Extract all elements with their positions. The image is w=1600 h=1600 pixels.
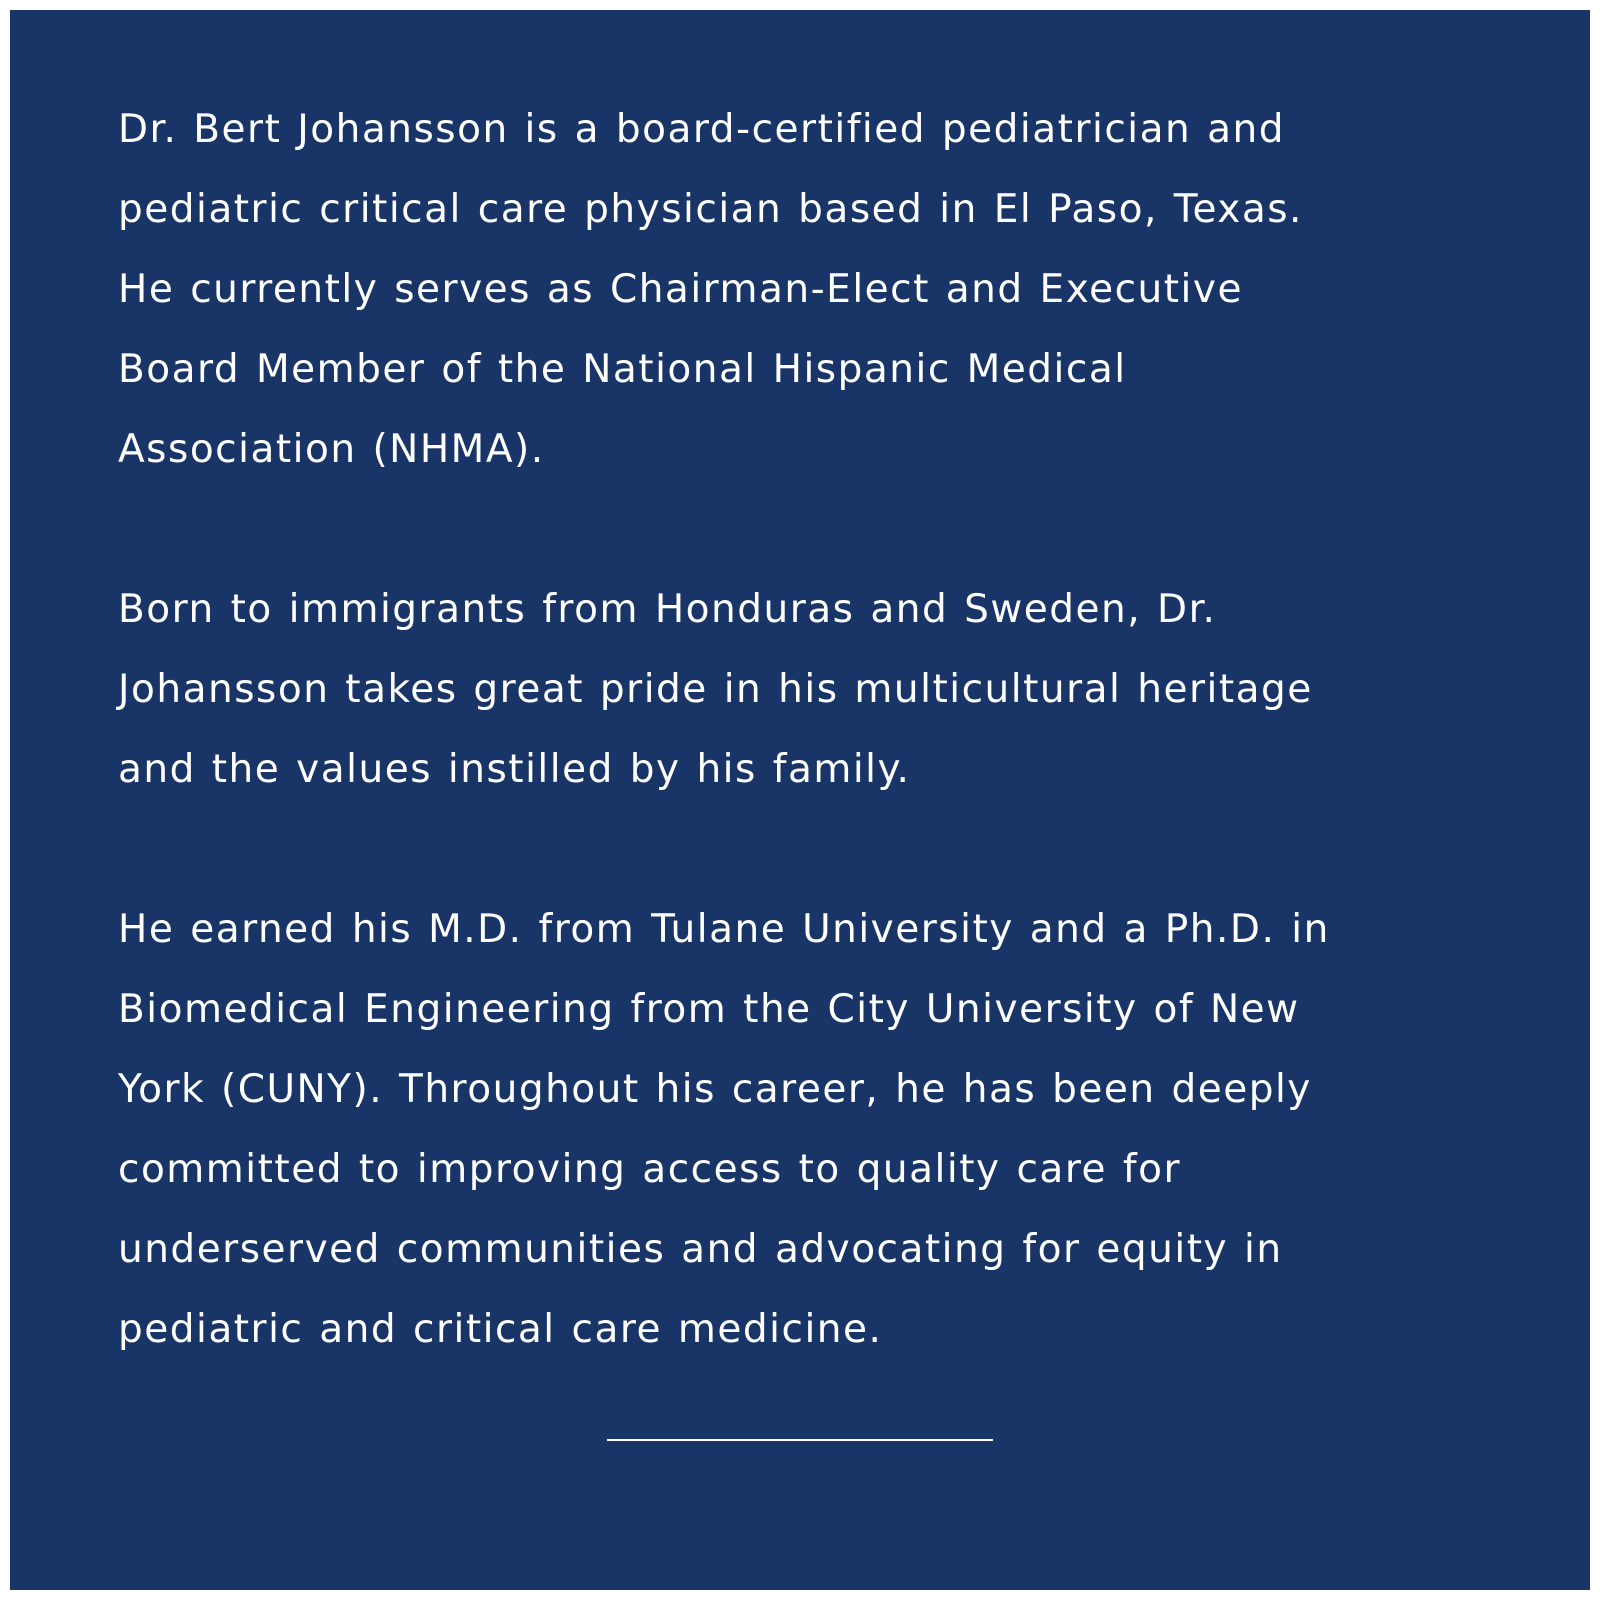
bio-line: Biomedical Engineering from the City University of New xyxy=(118,987,1300,1032)
bio-line: Born to immigrants from Honduras and Sweden, Dr. xyxy=(118,587,1217,632)
bio-line: pediatric and critical care medicine. xyxy=(118,1307,883,1352)
bio-line: He currently serves as Chairman-Elect and Executive xyxy=(118,267,1243,312)
bio-line: He earned his M.D. from Tulane University and a Ph.D. in xyxy=(118,907,1330,952)
bio-line: pediatric critical care physician based in El Paso, Texas. xyxy=(118,187,1303,232)
bio-line: Dr. Bert Johansson is a board-certified pediatrician and xyxy=(118,107,1285,152)
section-divider xyxy=(607,1439,993,1441)
bio-line: committed to improving access to quality care for xyxy=(118,1147,1182,1192)
bio-text xyxy=(118,90,1468,1450)
bio-paragraph-3 xyxy=(118,890,1468,1370)
bio-paragraph-1 xyxy=(118,90,1468,490)
bio-line: and the values instilled by his family. xyxy=(118,747,911,792)
bio-line: Association (NHMA). xyxy=(118,427,545,472)
bio-line: Johansson takes great pride in his multicultural heritage xyxy=(118,667,1313,712)
bio-paragraph-2 xyxy=(118,570,1468,810)
bio-line: Board Member of the National Hispanic Medical xyxy=(118,347,1127,392)
bio-line: York (CUNY). Throughout his career, he has been deeply xyxy=(118,1067,1312,1112)
bio-line: underserved communities and advocating for equity in xyxy=(118,1227,1283,1272)
bio-card xyxy=(10,10,1590,1590)
